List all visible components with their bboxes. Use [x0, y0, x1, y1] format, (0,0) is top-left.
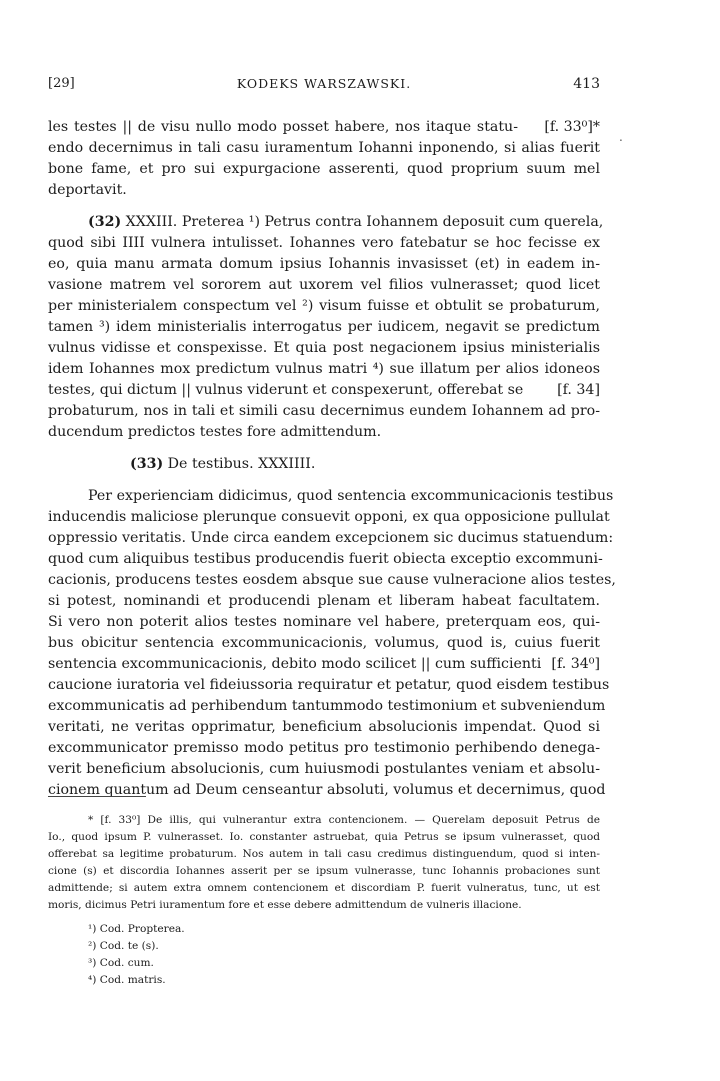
section-number-label: (32): [88, 214, 122, 230]
section-number-label: (33): [130, 456, 164, 472]
text-line: [48, 422, 600, 443]
line-text: oppressio veritatis. Unde circa eandem excepcionem sic ducimus statuendum:: [48, 530, 614, 546]
line-text: caucione iuratoria vel fideiussoria requiratur et petatur, quod eisdem testibus: [48, 677, 610, 693]
footnote-line: Io., quod ipsum P. vulnerasset. Io. constanter astruebat, quia Petrus se ipsum vulnerasset, quod: [48, 831, 600, 843]
text-line: [48, 633, 600, 654]
line-text: vulnus vidisse et conspexisse. Et quia post negacionem ipsius ministerialis: [48, 340, 600, 356]
line-text: testes, qui dictum || vulnus viderunt et conspexerunt, offerebat se: [48, 382, 524, 398]
text-line: [48, 759, 600, 780]
text-line: [48, 654, 600, 675]
footnote-item: ¹) Cod. Propterea.: [88, 923, 185, 935]
running-header: [48, 76, 600, 94]
line-text: ducendum predictos testes fore admittendum.: [48, 424, 382, 440]
text-line: [48, 317, 600, 338]
line-text: eo, quia manu armata domum ipsius Iohannis invasisset (et) in eadem in-: [48, 256, 600, 272]
text-line: [48, 212, 604, 233]
line-text: per ministerialem conspectum vel ²) visum fuisse et obtulit se probaturum,: [48, 298, 600, 314]
line-text: si potest, nominandi et producendi plenam et liberam habeat facultatem.: [48, 593, 600, 609]
text-line: [48, 486, 614, 507]
footnote-line: moris, dicimus Petri iuramentum fore et esse debere admittendum de vulneris illacione.: [48, 899, 522, 911]
line-text: bone fame, et pro sui expurgacione asserenti, quod proprium suum mel: [48, 161, 600, 177]
footnote-item: ³) Cod. cum.: [88, 957, 154, 969]
text-line: [48, 738, 600, 759]
footnotes: [48, 812, 600, 989]
line-text: quod sibi IIII vulnera intulisset. Iohannes vero fatebatur se hoc fecisse ex: [48, 235, 600, 251]
footnote-line: cione (s) et discordia Iohannes asserit per se ipsum vulnerasse, tunc Iohannis probaciones sunt: [48, 865, 600, 877]
line-text: les testes || de visu nullo modo posset habere, nos itaque statu-: [48, 119, 518, 135]
line-text: bus obicitur sentencia excommunicacionis, volumus, quod is, cuius fuerit: [48, 635, 600, 651]
text-line: [48, 612, 600, 633]
text-line: [48, 717, 600, 738]
footnote-item: ⁴) Cod. matris.: [88, 974, 166, 986]
text-line: [48, 570, 616, 591]
line-text: (32) XXXIII. Preterea ¹) Petrus contra Iohannem deposuit cum querela,: [88, 214, 604, 230]
text-line: [48, 401, 600, 422]
text-line: [48, 528, 614, 549]
footnote-line: * [f. 33⁰] De illis, qui vulnerantur extra contencionem. — Querelam deposuit Petrus de: [88, 814, 600, 826]
line-text: vasione matrem vel sororem aut uxorem vel filios vulnerasset; quod licet: [48, 277, 600, 293]
running-title: KODEKS WARSZAWSKI.: [236, 76, 412, 91]
line-text: verit beneficium absolucionis, cum huiusmodi postulantes veniam et absolu-: [48, 761, 600, 777]
text-line: [48, 696, 606, 717]
section-heading: (33) De testibus. XXXIIII.: [130, 456, 316, 472]
line-text: quod cum aliquibus testibus producendis fuerit obiecta exceptio excommuni-: [48, 551, 603, 567]
footnote-item: ²) Cod. te (s).: [88, 940, 159, 952]
line-text: excommunicatis ad perhibendum tantummodo testimonium et subveniendum: [48, 698, 606, 714]
text-line: [48, 380, 600, 401]
line-text: Per experienciam didicimus, quod sentencia excommunicacionis testibus: [88, 488, 614, 504]
folio-marker: [f. 33⁰]*: [544, 119, 600, 135]
line-text: cionem quantum ad Deum censeantur absoluti, volumus et decernimus, quod: [48, 782, 606, 798]
text-line: [48, 591, 600, 612]
page-number: 413: [573, 76, 600, 92]
line-text: endo decernimus in tali casu iuramentum Iohanni inponendo, si alias fuerit: [48, 140, 600, 156]
text-line: [48, 117, 600, 138]
text-line: [48, 275, 600, 296]
text-line: [48, 549, 603, 570]
line-text: Si vero non poterit alios testes nominare vel habere, preterquam eos, qui-: [48, 614, 600, 630]
folio-marker: [f. 34]: [557, 382, 600, 398]
line-text: probaturum, nos in tali et simili casu decernimus eundem Iohannem ad pro-: [48, 403, 600, 419]
paragraph-gap: [48, 443, 600, 454]
line-text: excommunicator premisso modo petitus pro testimonio perhibendo denega-: [48, 740, 600, 756]
footnote-main: [48, 812, 600, 914]
text-line: [48, 675, 610, 696]
footnote-line: offerebat sa legitime probaturum. Nos autem in tali casu credimus distinguendum, quod si inten-: [48, 848, 600, 860]
line-text: veritati, ne veritas opprimatur, beneficium absolucionis impendat. Quod si: [48, 719, 600, 735]
footnote-line: admittende; si autem extra omnem contencionem et discordiam P. fuerit vulneratus, tunc, ut est: [48, 882, 600, 894]
line-text: cacionis, producens testes eosdem absque sue cause vulneracione alios testes,: [48, 572, 616, 588]
text-line: [48, 296, 600, 317]
paragraph-gap: [48, 201, 600, 212]
footnote-list: [48, 921, 600, 989]
line-text: sentencia excommunicacionis, debito modo scilicet || cum sufficienti: [48, 656, 542, 672]
text-line: [48, 507, 610, 528]
text-line: [48, 138, 600, 159]
text-line: [48, 233, 600, 254]
folio-marker: [f. 34⁰]: [551, 656, 600, 672]
line-text: tamen ³) idem ministerialis interrogatus per iudicem, negavit se predictum: [48, 319, 600, 335]
text-line: [48, 780, 606, 801]
text-line: [48, 359, 600, 380]
section-number: [29]: [48, 76, 75, 91]
line-text: idem Iohannes mox predictum vulnus matri ⁴) sue illatum per alios idoneos: [48, 361, 600, 377]
text-line: [48, 159, 600, 180]
text-line: [48, 180, 600, 201]
main-text: [48, 117, 616, 801]
text-line: [48, 254, 600, 275]
line-text: inducendis maliciose plerunque consuevit opponi, ex qua opposicione pullulat: [48, 509, 610, 525]
text-line: [48, 338, 600, 359]
footnote-rule: [48, 796, 146, 797]
line-text: deportavit.: [48, 182, 127, 198]
paragraph-gap: [48, 475, 600, 486]
margin-mark: .: [619, 130, 623, 144]
